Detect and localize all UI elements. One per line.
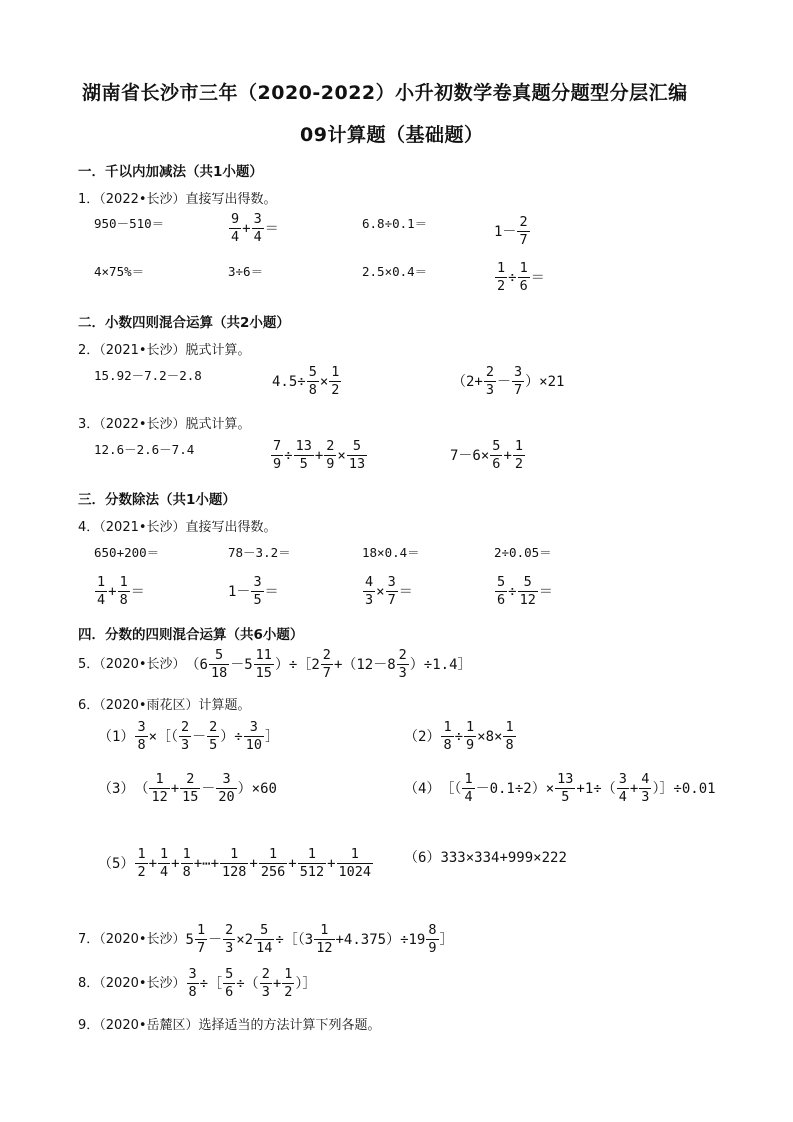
q4-item-1: 650+200＝ (94, 545, 160, 560)
q1-item-4: 1－ $\frac{2}{7}$ (494, 214, 528, 248)
q4-item-8: $\frac{5}{6}$ ÷ $\frac{5}{12}$ ＝ (497, 574, 553, 608)
fraction: $\frac{1}{4}$ (160, 846, 169, 880)
question-3-stem: 3．（2022•长沙）脱式计算。 (78, 417, 251, 432)
question-5: 5．（2020•长沙）（6 $\frac{5}{18}$ －5 $\frac{11}{15}$ ）÷［2 $\frac{2}{7}$ +（12－8 $\frac{2}{3}$ ）÷1.4］ (78, 647, 472, 681)
q1-item-6: 3÷6＝ (228, 264, 264, 279)
fraction: $\frac{1}{4}$ (464, 771, 473, 805)
q2-expr-3: （2+ $\frac{2}{3}$ － $\frac{3}{7}$ ）×21 (452, 364, 565, 398)
fraction: $\frac{3}{7}$ (514, 364, 523, 398)
question-1-stem: 1．（2022•长沙）直接写出得数。 (78, 192, 277, 207)
fraction: $\frac{3}{4}$ (618, 771, 627, 805)
fraction: $\frac{5}{12}$ (519, 574, 536, 608)
q6-sub-1: （1） $\frac{3}{8}$ ×［（ $\frac{2}{3}$ － $\frac{2}{5}$ ）÷ $\frac{3}{10}$ ］ (98, 719, 279, 753)
fraction: $\frac{2}{3}$ (485, 364, 494, 398)
section-heading-4: 四．分数的四则混合运算（共6小题） (78, 627, 304, 643)
fraction: $\frac{1}{2}$ (284, 966, 293, 1000)
question-7-stem: 7．（2020•长沙） (78, 932, 186, 947)
fraction: $\frac{1}{1024}$ (338, 846, 372, 880)
fraction: $\frac{1}{7}$ (196, 922, 206, 956)
section-heading-3: 三．分数除法（共1小题） (78, 492, 236, 508)
fraction: $\frac{5}{14}$ (256, 922, 273, 956)
fraction: $\frac{5}{6}$ (492, 438, 501, 472)
fraction: $\frac{2}{3}$ (225, 922, 234, 956)
q6-sub-4: （4）［（ $\frac{1}{4}$ －0.1÷2）× $\frac{13}{5}$ +1÷（ $\frac{3}{4}$ + $\frac{4}{3}$ ）］÷0.01 (404, 771, 716, 805)
q1-item-7: 2.5×0.4＝ (362, 264, 428, 279)
question-9-stem: 9．（2020•岳麓区）选择适当的方法计算下列各题。 (78, 1018, 381, 1033)
section-heading-1: 一．千以内加减法（共1小题） (78, 164, 263, 180)
q3-expr-2: $\frac{7}{9}$ ÷ $\frac{13}{5}$ + $\frac{2}{9}$ × $\frac{5}{13}$ (273, 438, 366, 472)
q1-item-1: 950－510＝ (94, 216, 165, 231)
fraction: $\frac{2}{7}$ (519, 214, 528, 248)
fraction: $\frac{8}{9}$ (428, 922, 437, 956)
fraction: $\frac{1}{12}$ (316, 922, 333, 956)
fraction: $\frac{9}{4}$ (231, 211, 240, 245)
fraction: $\frac{1}{2}$ (514, 438, 524, 472)
fraction: $\frac{2}{7}$ (322, 647, 331, 681)
fraction: $\frac{1}{512}$ (299, 846, 325, 880)
question-5-stem: 5．（2020•长沙） (78, 657, 186, 672)
fraction: $\frac{3}{5}$ (253, 574, 262, 608)
fraction: $\frac{1}{6}$ (519, 260, 528, 294)
q1-item-8: $\frac{1}{2}$ ÷ $\frac{1}{6}$ ＝ (497, 260, 545, 294)
fraction: $\frac{4}{3}$ (641, 771, 650, 805)
fraction: $\frac{13}{5}$ (295, 438, 312, 472)
fraction: $\frac{7}{9}$ (273, 438, 282, 472)
fraction: $\frac{1}{12}$ (151, 771, 168, 805)
q4-item-6: 1－ $\frac{3}{5}$ ＝ (228, 574, 279, 608)
fraction: $\frac{5}{13}$ (348, 438, 366, 472)
fraction: $\frac{1}{2}$ (137, 846, 146, 880)
fraction: $\frac{1}{2}$ (331, 364, 340, 398)
fraction: $\frac{1}{8}$ (505, 719, 514, 753)
q1-item-3: 6.8÷0.1＝ (362, 216, 428, 231)
fraction: $\frac{5}{6}$ (497, 574, 506, 608)
q3-expr-3: 7－6× $\frac{5}{6}$ + $\frac{1}{2}$ (450, 438, 524, 472)
q4-item-3: 18×0.4＝ (362, 545, 420, 560)
fraction: $\frac{5}{18}$ (210, 647, 228, 681)
fraction: $\frac{3}{8}$ (188, 966, 197, 1000)
question-7: 7．（2020•长沙）5 $\frac{1}{7}$ － $\frac{2}{3}$ ×2 $\frac{5}{14}$ ÷［（3 $\frac{1}{12}$ +4.375）÷19 $\frac{8}{9}$ ］ (78, 922, 454, 956)
section-heading-2: 二．小数四则混合运算（共2小题） (78, 315, 290, 331)
page-subtitle: 09计算题（基础题） (300, 124, 484, 146)
q2-expr-1: 15.92－7.2－2.8 (94, 368, 202, 383)
q2-expr-2: 4.5÷ $\frac{5}{8}$ × $\frac{1}{2}$ (272, 364, 340, 398)
fraction: $\frac{3}{20}$ (218, 771, 235, 805)
question-2-stem: 2．（2021•长沙）脱式计算。 (78, 343, 251, 358)
fraction: $\frac{3}{4}$ (253, 211, 262, 245)
fraction: $\frac{3}{7}$ (387, 574, 396, 608)
q1-item-5: 4×75%＝ (94, 264, 145, 279)
fraction: $\frac{4}{3}$ (365, 574, 374, 608)
fraction: $\frac{1}{8}$ (119, 574, 128, 608)
q6-sub-5: （5） $\frac{1}{2}$ + $\frac{1}{4}$ + $\frac{1}{8}$ +⋯+ $\frac{1}{128}$ + $\frac{1}{256}$ + $\frac{1}{512}$ + $\frac{1}{1024}$ (98, 846, 372, 880)
fraction: $\frac{2}{3}$ (398, 647, 407, 681)
fraction: $\frac{1}{256}$ (260, 846, 286, 880)
fraction: $\frac{2}{15}$ (182, 771, 199, 805)
q4-item-2: 78－3.2＝ (228, 545, 291, 560)
q6-sub-2: （2） $\frac{1}{8}$ ÷ $\frac{1}{9}$ ×8× $\frac{1}{8}$ (404, 719, 514, 753)
q4-item-4: 2÷0.05＝ (494, 545, 552, 560)
question-8-stem: 8．（2020•长沙） (78, 976, 186, 991)
fraction: $\frac{13}{5}$ (557, 771, 574, 805)
q1-item-2: $\frac{9}{4}$ + $\frac{3}{4}$ ＝ (231, 211, 279, 245)
fraction: $\frac{2}{5}$ (209, 719, 218, 753)
q6-sub-3: （3）（ $\frac{1}{12}$ + $\frac{2}{15}$ － $\frac{3}{20}$ ）×60 (98, 771, 277, 805)
fraction: $\frac{1}{4}$ (97, 574, 106, 608)
fraction: $\frac{5}{8}$ (308, 364, 317, 398)
q4-item-7: $\frac{4}{3}$ × $\frac{3}{7}$ ＝ (365, 574, 413, 608)
fraction: $\frac{2}{9}$ (326, 438, 335, 472)
fraction: $\frac{1}{8}$ (443, 719, 452, 753)
fraction: $\frac{2}{3}$ (261, 966, 270, 1000)
fraction: $\frac{5}{6}$ (225, 966, 234, 1000)
fraction: $\frac{3}{8}$ (137, 719, 146, 753)
page-title: 湖南省长沙市三年（2020-2022）小升初数学卷真题分题型分层汇编 (82, 82, 688, 104)
fraction: $\frac{3}{10}$ (245, 719, 262, 753)
question-6-stem: 6．（2020•雨花区）计算题。 (78, 698, 251, 713)
fraction: $\frac{2}{3}$ (181, 719, 190, 753)
question-8: 8．（2020•长沙） $\frac{3}{8}$ ÷［ $\frac{5}{6}$ ÷（ $\frac{2}{3}$ + $\frac{1}{2}$ ）］ (78, 966, 317, 1000)
fraction: $\frac{1}{9}$ (466, 719, 475, 753)
question-4-stem: 4．（2021•长沙）直接写出得数。 (78, 520, 277, 535)
q3-expr-1: 12.6－2.6－7.4 (94, 442, 195, 457)
fraction: $\frac{11}{15}$ (255, 647, 272, 681)
q6-sub-6: （6）333×334+999×222 (404, 850, 567, 866)
fraction: $\frac{1}{128}$ (222, 846, 247, 880)
fraction: $\frac{1}{2}$ (497, 260, 506, 294)
q4-item-5: $\frac{1}{4}$ + $\frac{1}{8}$ ＝ (97, 574, 145, 608)
fraction: $\frac{1}{8}$ (182, 846, 191, 880)
